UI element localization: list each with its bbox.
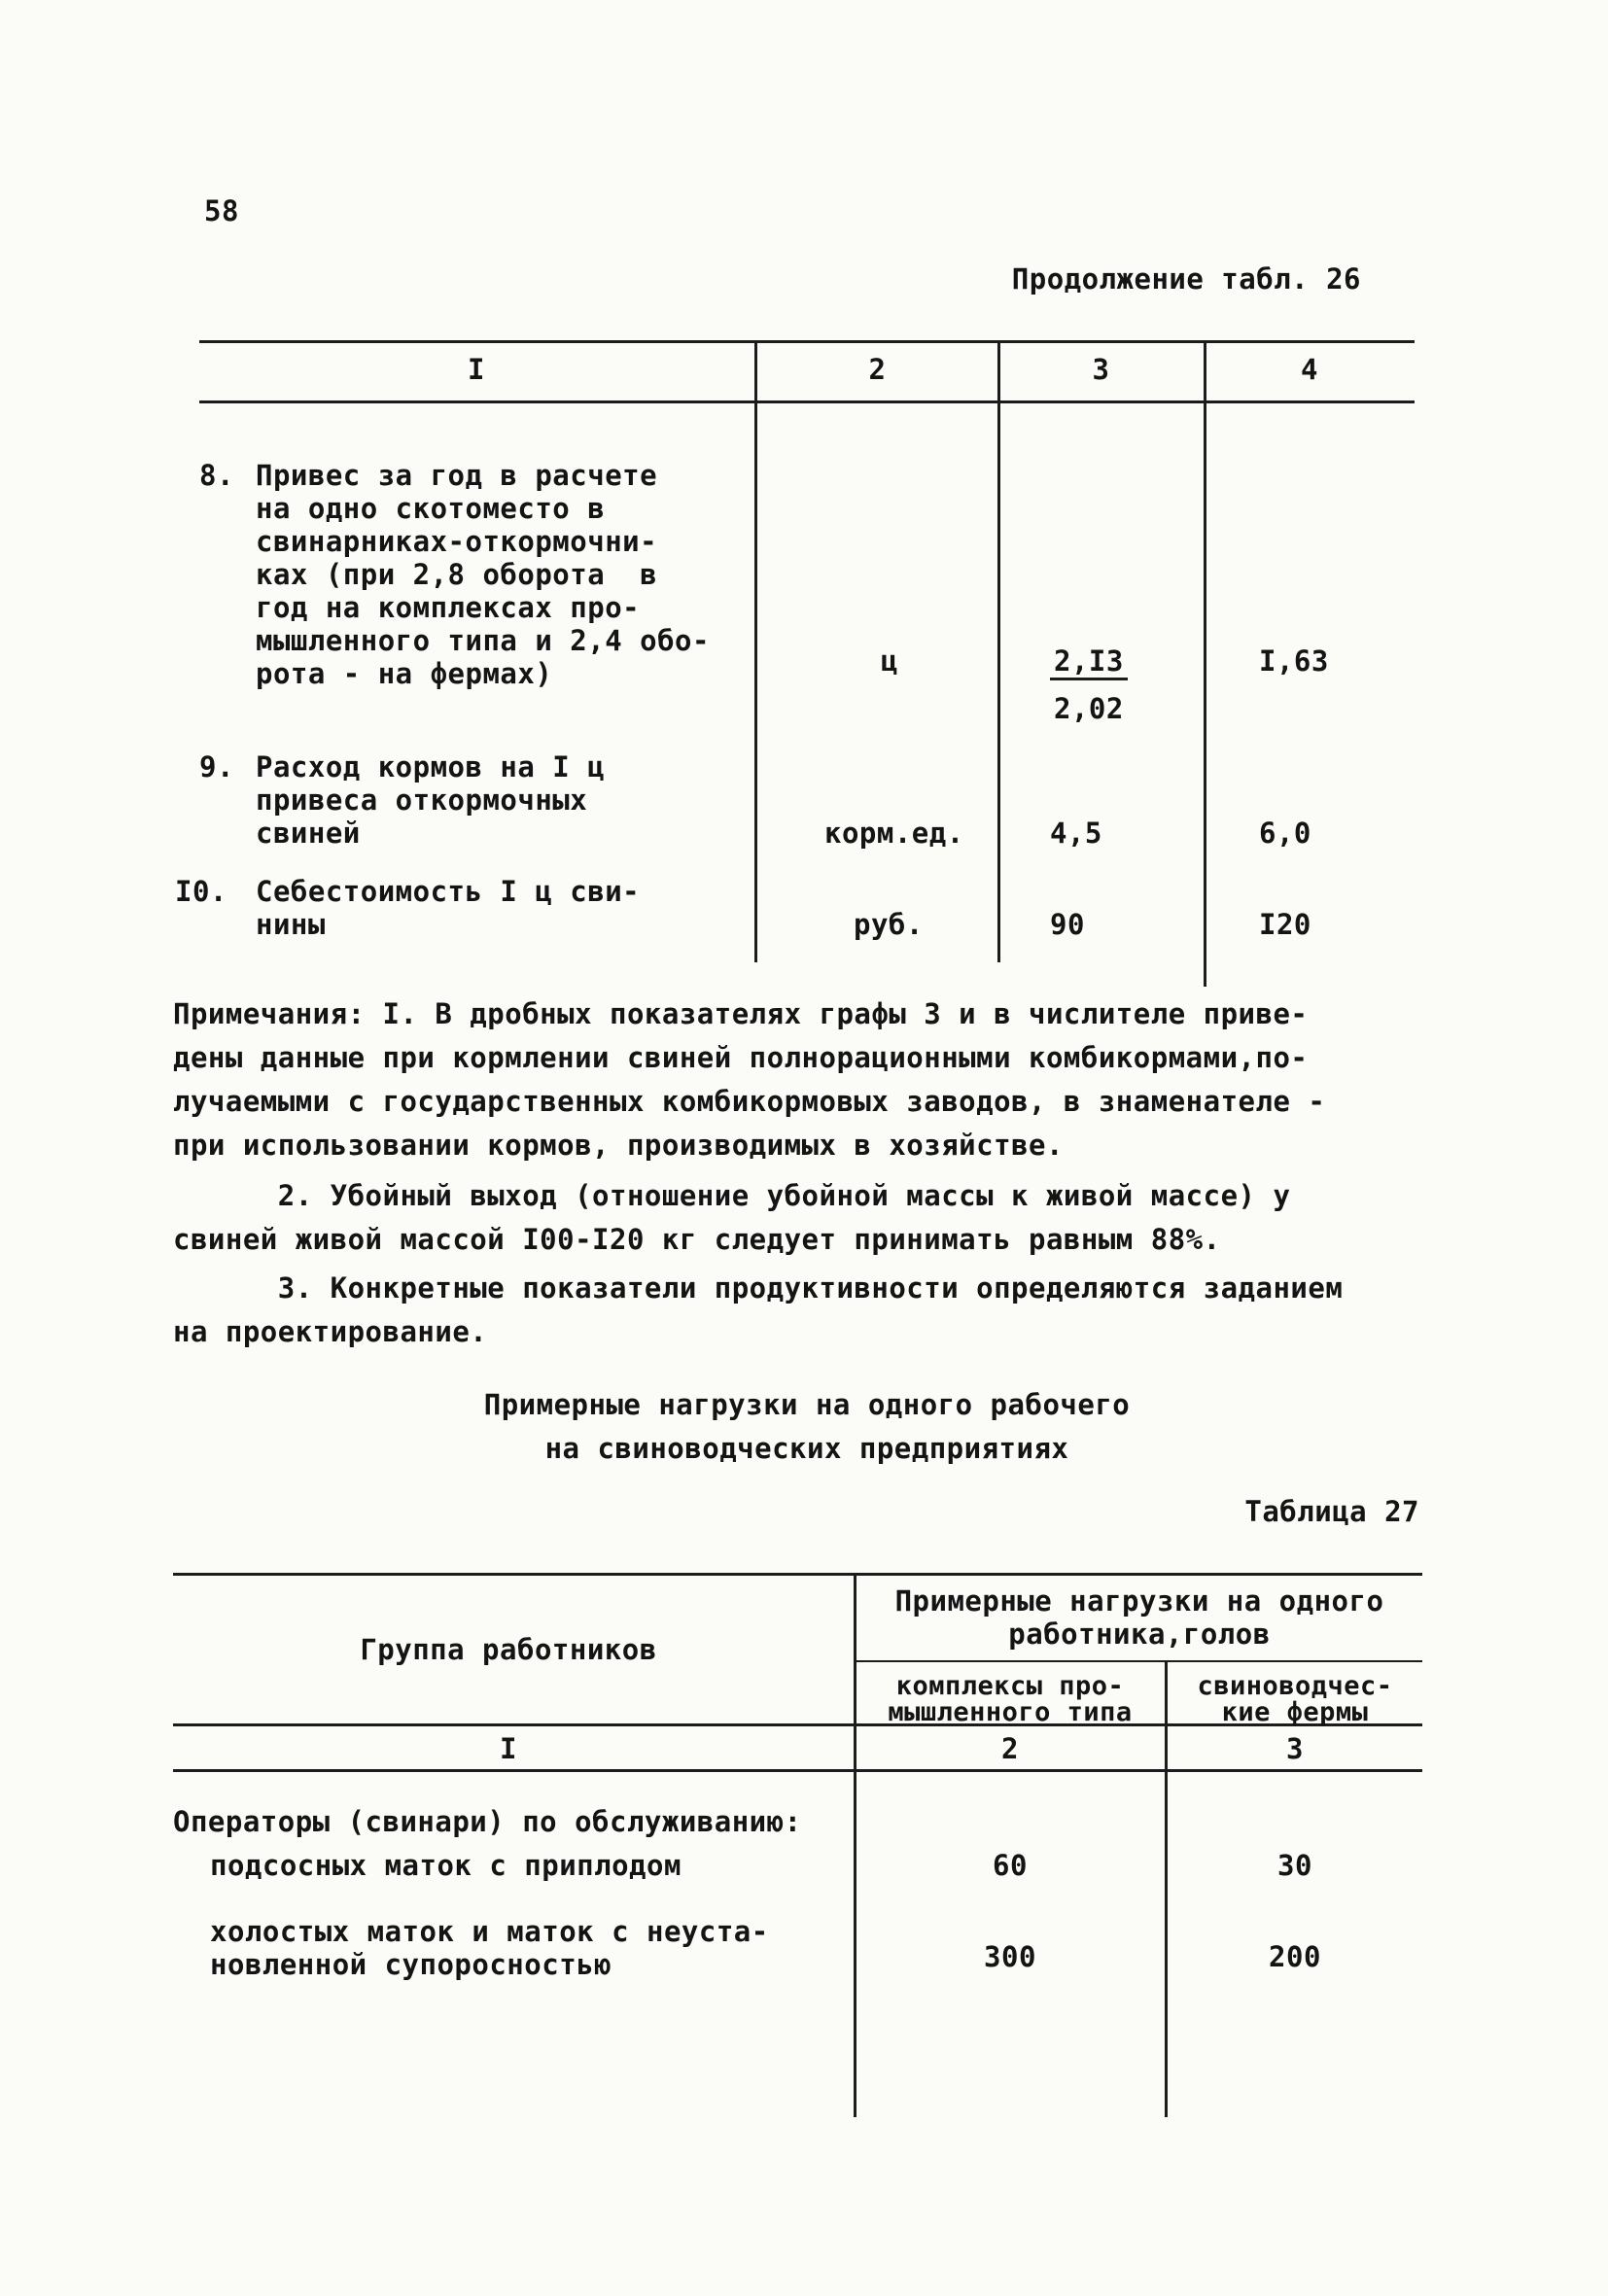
row-number: 9. — [199, 750, 234, 783]
row-label-line: ках (при 2,8 оборота в — [256, 558, 658, 591]
table-col-divider — [754, 340, 757, 962]
col-number: 2 — [1001, 1732, 1019, 1765]
value-cell: 300 — [984, 1940, 1036, 1973]
row-label-line: год на комплексах про- — [256, 591, 641, 624]
table-number-rule — [173, 1769, 1422, 1772]
section-label: Операторы (свинари) по обслуживанию: — [173, 1805, 802, 1838]
row-label-line: Себестоимость I ц сви- — [256, 875, 641, 908]
value-cell: 200 — [1269, 1940, 1321, 1973]
row-label-line: рота - на фермах) — [256, 657, 553, 690]
row-label-line: на одно скотоместо в — [256, 492, 606, 525]
unit-cell: ц — [881, 644, 898, 678]
subheader-line: свиноводчес- — [1197, 1671, 1393, 1701]
col-number: 3 — [1286, 1732, 1304, 1765]
value-cell: I,63 — [1259, 644, 1329, 678]
col-header: Группа работников — [360, 1633, 657, 1666]
note-line: 2. Убойный выход (отношение убойной массы к живой массе) у — [173, 1179, 1291, 1212]
group-header-line: Примерные нагрузки на одного — [894, 1584, 1384, 1618]
row-label-line: подсосных маток с приплодом — [210, 1849, 682, 1882]
subheader-line: комплексы про- — [895, 1671, 1125, 1701]
value-cell: 30 — [1277, 1849, 1312, 1882]
fraction-numerator: 2,I3 — [1050, 644, 1128, 680]
col-header: 4 — [1301, 353, 1318, 386]
row-label-line: новленной супоросностью — [210, 1948, 612, 1981]
row-label-line: Привес за год в расчете — [256, 459, 658, 492]
row-label-line: мышленного типа и 2,4 обо- — [256, 624, 710, 657]
subheader-line: мышленного типа — [888, 1697, 1133, 1727]
value-cell: I20 — [1259, 908, 1311, 941]
col-header: 3 — [1092, 353, 1110, 386]
note-line: свиней живой массой I00-I20 кг следует принимать равным 88%. — [173, 1223, 1221, 1256]
table-col-divider — [1165, 1660, 1168, 2117]
note-line: на проектирование. — [173, 1315, 488, 1348]
table-top-rule — [173, 1573, 1422, 1576]
table-27-title-line: на свиноводческих предприятиях — [544, 1432, 1069, 1465]
value-cell: 6,0 — [1259, 817, 1311, 850]
unit-cell: руб. — [854, 908, 924, 941]
col-header: 2 — [868, 353, 887, 386]
table-col-divider — [997, 340, 1000, 962]
row-number: 8. — [199, 459, 234, 492]
row-label-line: свиней — [256, 817, 361, 850]
row-label-line: холостых маток и маток с неуста- — [210, 1915, 769, 1948]
continuation-caption: Продолжение табл. 26 — [1011, 262, 1361, 296]
page-number: 58 — [204, 194, 239, 227]
value-cell: 60 — [993, 1849, 1028, 1882]
row-label-line: нины — [256, 908, 326, 941]
col-number: I — [500, 1732, 517, 1765]
row-label-line: Расход кормов на I ц — [256, 750, 606, 783]
table-col-divider — [854, 1573, 856, 2117]
group-header-rule — [856, 1660, 1422, 1662]
row-label-line: привеса откормочных — [256, 783, 588, 817]
subheader-line: кие фермы — [1221, 1697, 1369, 1727]
note-line: дены данные при кормлении свиней полнорационными комбикормами,по- — [173, 1041, 1309, 1074]
note-line: лучаемыми с государственных комбикормовых заводов, в знаменателе - — [173, 1085, 1326, 1118]
unit-cell: корм.ед. — [824, 817, 964, 850]
table-col-divider — [1204, 340, 1206, 987]
value-cell: 4,5 — [1050, 817, 1102, 850]
note-line: 3. Конкретные показатели продуктивности определяются заданием — [173, 1271, 1344, 1305]
value-cell: 90 — [1050, 908, 1085, 941]
row-label-line: свинарниках-откормочни- — [256, 525, 658, 558]
table-top-rule — [199, 340, 1415, 343]
table-header-rule — [199, 400, 1415, 403]
group-header-line: работника,голов — [1008, 1618, 1271, 1651]
note-line: при использовании кормов, производимых в хозяйстве. — [173, 1129, 1064, 1162]
note-line: Примечания: I. В дробных показателях графы 3 и в числителе приве- — [173, 997, 1309, 1030]
fraction-denominator: 2,02 — [1054, 692, 1124, 725]
col-header: I — [468, 353, 485, 386]
table-27-title-line: Примерные нагрузки на одного рабочего — [483, 1388, 1131, 1421]
row-number: I0. — [175, 875, 227, 908]
table-27-label: Таблица 27 — [1244, 1495, 1419, 1528]
